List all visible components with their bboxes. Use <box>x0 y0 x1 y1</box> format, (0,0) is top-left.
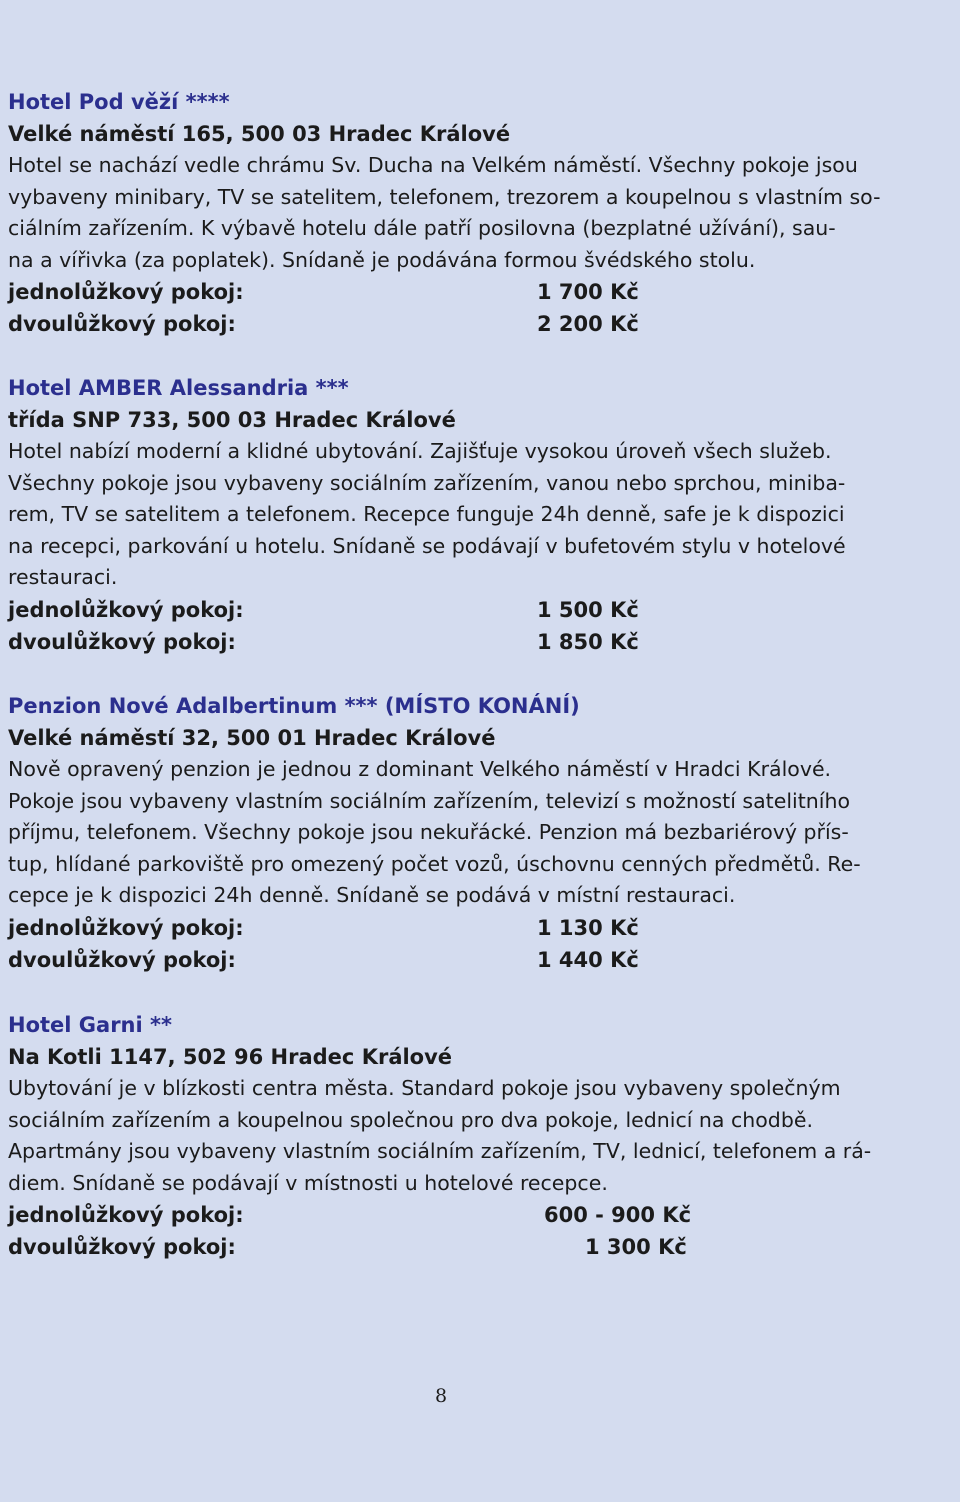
hotel-address: Na Kotli 1147, 502 96 Hradec Králové <box>8 1045 453 1069</box>
price-label: jednolůžkový pokoj: <box>8 280 244 305</box>
price-row-single <box>8 594 888 626</box>
description-line: Ubytování je v blízkosti centra města. Standard pokoje jsou vybaveny společným <box>8 1076 841 1100</box>
hotel-address: Velké náměstí 32, 500 01 Hradec Králové <box>8 726 496 750</box>
hotel-title <box>8 690 888 722</box>
hotel-section <box>8 1009 888 1263</box>
hotel-section <box>8 86 888 340</box>
description-line: Pokoje jsou vybaveny vlastním sociálním zařízením, televizí s možností satelitního <box>8 788 850 813</box>
hotel-title <box>8 86 888 118</box>
price-value: 1 440 Kč <box>537 947 639 972</box>
description-line: cepce je k dispozici 24h denně. Snídaně se podává v místní restauraci. <box>8 883 736 908</box>
price-value: 600 - 900 Kč <box>544 1203 692 1228</box>
page-number: 8 <box>434 1385 448 1407</box>
hotel-stars: **** <box>185 90 230 114</box>
description-line: ciálním zařízením. K výbavě hotelu dále patří posilovna (bezplatné užívání), sau- <box>8 216 836 241</box>
description-line: příjmu, telefonem. Všechny pokoje jsou nekuřácké. Penzion má bezbariérový přís- <box>8 820 849 845</box>
price-row-single <box>8 912 888 944</box>
hotel-section <box>8 690 888 976</box>
description-line: na recepci, parkování u hotelu. Snídaně se podávají v bufetovém stylu v hotelové <box>8 533 846 558</box>
hotel-description <box>8 150 888 276</box>
price-value: 1 130 Kč <box>537 915 639 940</box>
price-label: jednolůžkový pokoj: <box>8 1203 244 1228</box>
hotel-description <box>8 754 888 912</box>
description-line: Hotel nabízí moderní a klidné ubytování. Zajišťuje vysokou úroveň všech služeb. <box>8 439 832 463</box>
hotel-stars: ** <box>150 1013 172 1037</box>
price-value: 1 500 Kč <box>537 597 639 622</box>
hotel-stars: *** <box>315 376 349 400</box>
price-label: dvoulůžkový pokoj: <box>8 1235 236 1260</box>
hotel-name: Hotel Pod věží <box>8 90 179 114</box>
description-line: tup, hlídané parkoviště pro omezený počet vozů, úschovnu cenných předmětů. Re- <box>8 851 861 876</box>
hotel-section <box>8 372 888 658</box>
description-line: Nově opravený penzion je jednou z dominant Velkého náměstí v Hradci Králové. <box>8 757 832 781</box>
price-value: 1 700 Kč <box>537 280 639 305</box>
price-row-double <box>8 626 888 658</box>
description-line: Hotel se nachází vedle chrámu Sv. Ducha na Velkém náměstí. Všechny pokoje jsou <box>8 153 858 177</box>
hotel-address: třída SNP 733, 500 03 Hradec Králové <box>8 408 456 432</box>
price-label: dvoulůžkový pokoj: <box>8 629 236 654</box>
price-row-single <box>8 1199 888 1231</box>
hotel-description <box>8 1073 888 1199</box>
price-label: dvoulůžkový pokoj: <box>8 312 236 337</box>
price-row-double <box>8 308 888 340</box>
description-line: Všechny pokoje jsou vybaveny sociálním zařízením, vanou nebo sprchou, miniba- <box>8 470 846 495</box>
price-row-single <box>8 276 888 308</box>
description-line: restauraci. <box>8 565 118 590</box>
price-label: jednolůžkový pokoj: <box>8 597 244 622</box>
price-label: jednolůžkový pokoj: <box>8 915 244 940</box>
description-line: vybaveny minibary, TV se satelitem, telefonem, trezorem a koupelnou s vlastním so- <box>8 184 881 209</box>
description-line: diem. Snídaně se podávají v místnosti u hotelové recepce. <box>8 1170 608 1195</box>
hotel-title <box>8 372 888 404</box>
description-line: rem, TV se satelitem a telefonem. Recepce funguje 24h denně, safe je k dispozici <box>8 502 845 527</box>
venue-note: (MÍSTO KONÁNÍ) <box>384 694 580 718</box>
price-value: 2 200 Kč <box>537 312 639 337</box>
price-label: dvoulůžkový pokoj: <box>8 947 236 972</box>
hotel-name: Penzion Nové Adalbertinum <box>8 694 338 718</box>
hotel-name: Hotel AMBER Alessandria <box>8 376 309 400</box>
hotel-title <box>8 1009 888 1041</box>
description-line: na a vířivka (za poplatek). Snídaně je podávána formou švédského stolu. <box>8 247 756 272</box>
price-value: 1 300 Kč <box>585 1235 687 1260</box>
hotel-address: Velké náměstí 165, 500 03 Hradec Králové <box>8 122 511 146</box>
price-row-double <box>8 944 888 976</box>
hotel-description <box>8 436 888 594</box>
price-value: 1 850 Kč <box>537 629 639 654</box>
hotel-stars: *** <box>344 694 378 718</box>
hotel-name: Hotel Garni <box>8 1013 143 1037</box>
price-row-double <box>8 1231 888 1263</box>
description-line: sociálním zařízením a koupelnou společnou pro dva pokoje, lednicí na chodbě. <box>8 1107 813 1132</box>
description-line: Apartmány jsou vybaveny vlastním sociálním zařízením, TV, lednicí, telefonem a rá- <box>8 1139 872 1164</box>
